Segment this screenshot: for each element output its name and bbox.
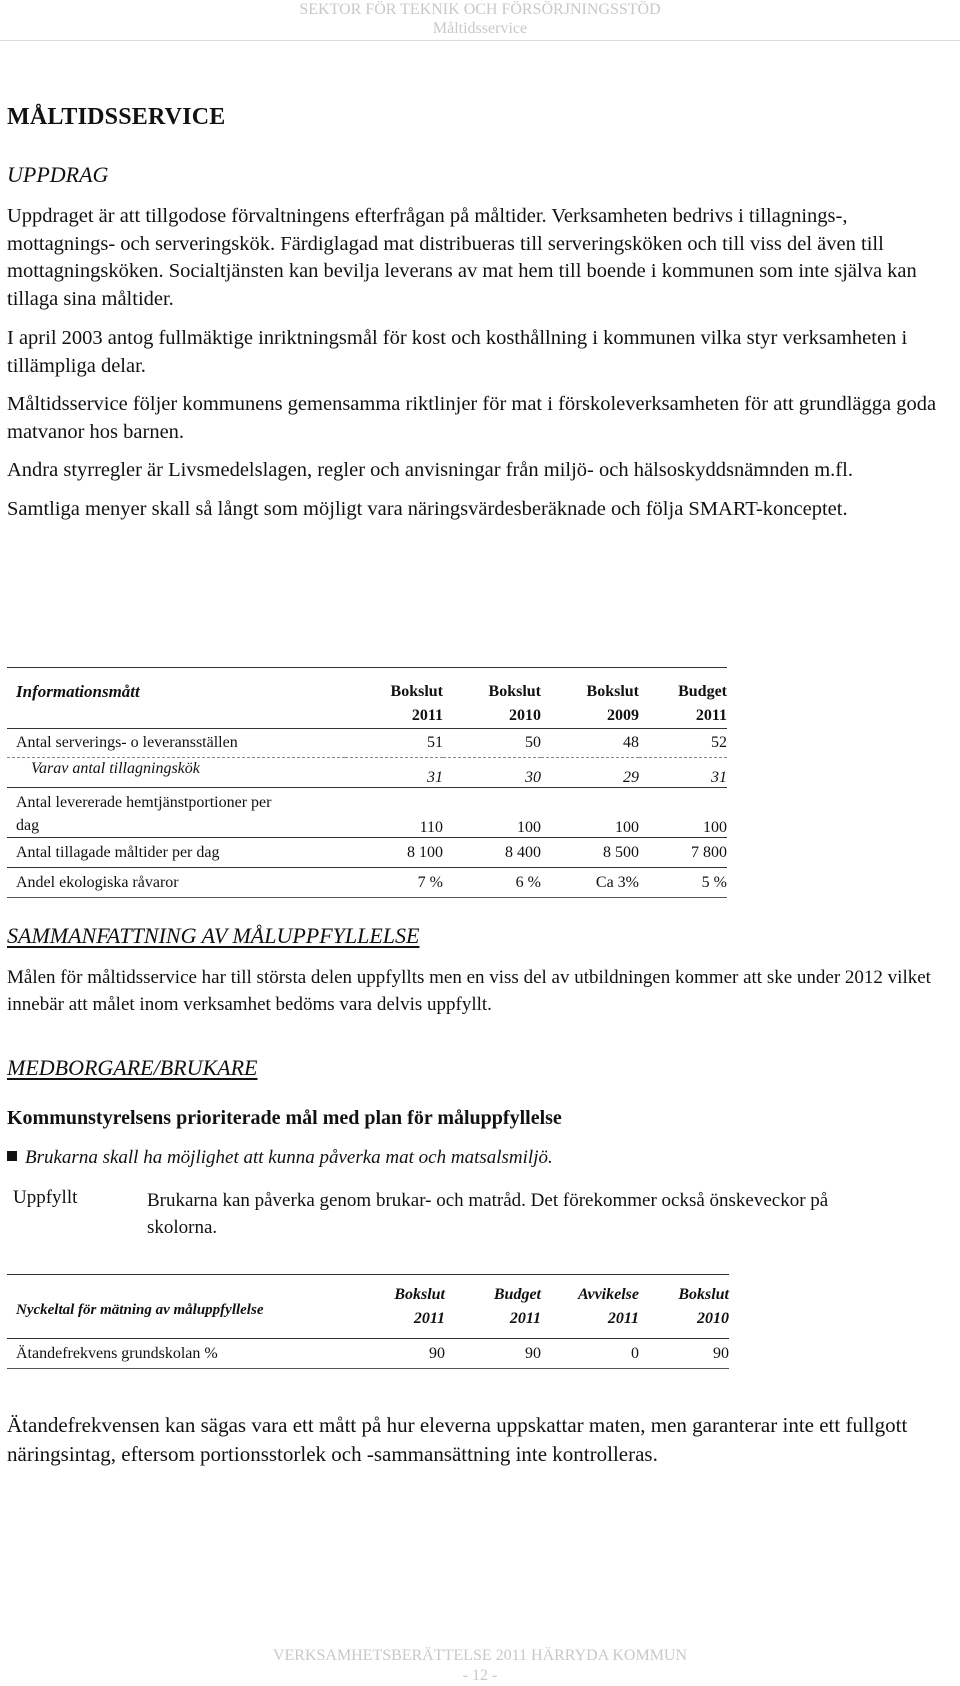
table-row: Varav antal tillagningskök 31 30 29 31 [7, 758, 727, 788]
key-table-header-row [7, 1275, 729, 1339]
key-table-title: Nyckeltal för mätning av måluppfyllelse [16, 1302, 264, 1318]
info-table-grid [7, 667, 727, 898]
info-col-header: Budget 2011 [678, 683, 727, 724]
running-header-title: SEKTOR FÖR TEKNIK OCH FÖRSÖRJNINGSSTÖD [299, 1, 661, 18]
table-row: Antal serverings- o leveransställen 51 50 48 52 [7, 729, 727, 758]
header-divider [0, 40, 960, 41]
running-footer: VERKSAMHETSBERÄTTELSE 2011 HÄRRYDA KOMMUN [272, 1647, 688, 1664]
section-heading-uppdrag: UPPDRAG [7, 162, 109, 187]
goal-item [7, 1147, 553, 1169]
key-col-header: Bokslut 2011 [394, 1285, 445, 1327]
sammanfattning-text: Målen för måltidsservice har till största delen uppfyllts men en viss del av utbildningen kommer att ske under 2012 vilket innebär att målet inom verksamhet bedöms vara delvis uppfyllt. [7, 967, 931, 1015]
goal-subheading: Kommunstyrelsens prioriterade mål med plan för måluppfyllelse [7, 1107, 562, 1129]
uppdrag-paragraph-2: I april 2003 antog fullmäktige inriktningsmål för kost och kosthållning i kommunen vilka styr verksamheten i tillämpliga delar. [7, 327, 908, 377]
goal-text: Brukarna skall ha möjlighet att kunna påverka mat och matsalsmiljö. [25, 1147, 553, 1168]
info-col-header: Bokslut 2011 [390, 683, 443, 724]
page-title: MÅLTIDSSERVICE [7, 104, 226, 130]
running-header-subtitle: Måltidsservice [432, 20, 528, 37]
key-col-header: Bokslut 2010 [678, 1285, 729, 1327]
status-label: Uppfyllt [13, 1187, 78, 1208]
table-row: Antal levererade hemtjänstportioner per dag 110 100 100 100 [7, 788, 727, 838]
info-table-title: Informationsmått [16, 682, 140, 701]
key-col-header: Avvikelse 2011 [577, 1285, 639, 1327]
info-table-header-row [7, 668, 727, 729]
page-number: - 12 - [462, 1667, 498, 1684]
info-table [7, 667, 727, 898]
table-row: Antal tillagade måltider per dag 8 100 8 400 8 500 7 800 [7, 838, 727, 868]
section-heading-sammanfattning: SAMMANFATTNING AV MÅLUPPFYLLELSE [7, 923, 420, 948]
uppdrag-paragraph-1: Uppdraget är att tillgodose förvaltningens efterfrågan på måltider. Verksamheten bedrivs i tillagnings-, mottagnings- och serveringskök. Färdiglagad mat distribueras till serveringsköken och till viss del även till mottagningsköken. Socialtjänsten kan bevilja leverans av mat hem till boende i kommunen som inte själva kan tillaga sina måltider. [7, 205, 917, 310]
closing-paragraph: Ätandefrekvensen kan sägas vara ett mått på hur eleverna uppskattar maten, men garanterar inte ett fullgott näringsintag, eftersom portionsstorlek och -sammansättning inte kontrolleras. [7, 1413, 908, 1466]
key-table-grid [7, 1274, 729, 1369]
uppdrag-paragraph-4: Andra styrregler är Livsmedelslagen, regler och anvisningar från miljö- och hälsoskyddsnämnden m.fl. [7, 459, 853, 481]
section-heading-medborgare: MEDBORGARE/BRUKARE [7, 1055, 258, 1080]
uppdrag-body [7, 203, 952, 523]
key-table [7, 1274, 729, 1369]
square-bullet-icon [7, 1151, 17, 1161]
info-col-header: Bokslut 2010 [488, 683, 541, 724]
uppdrag-paragraph-5: Samtliga menyer skall så långt som möjligt vara näringsvärdesberäknade och följa SMART-konceptet. [7, 497, 848, 520]
uppdrag-paragraph-3: Måltidsservice följer kommunens gemensamma riktlinjer för mat i förskoleverksamheten för att grundlägga goda matvanor hos barnen. [7, 393, 937, 443]
table-row: Andel ekologiska råvaror 7 % 6 % Ca 3% 5 % [7, 868, 727, 898]
status-text: Brukarna kan påverka genom brukar- och matråd. Det förekommer också önskeveckor på skolorna. [147, 1190, 829, 1238]
info-col-header: Bokslut 2009 [586, 683, 639, 724]
key-col-header: Budget 2011 [493, 1285, 541, 1327]
table-row: Ätandefrekvens grundskolan % 90 90 0 90 [7, 1339, 729, 1369]
